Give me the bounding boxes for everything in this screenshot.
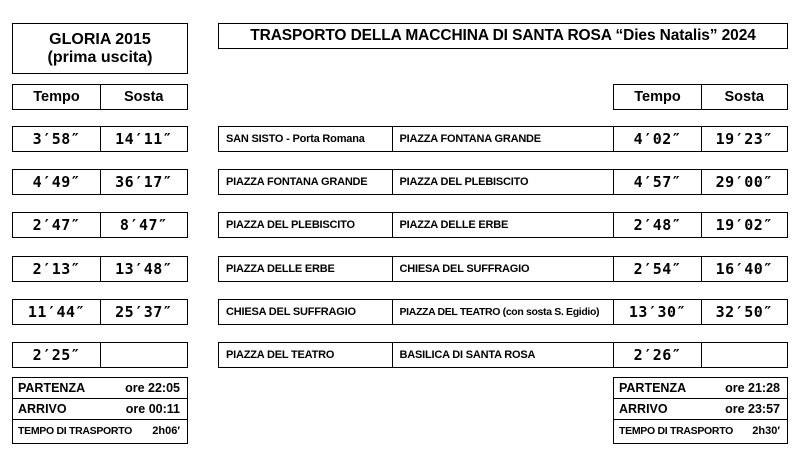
left-partenza-row: [13, 378, 187, 399]
route-from-cell: PIAZZA DEL PLEBISCITO: [218, 212, 393, 238]
left-sosta-cell: 25′37″: [100, 299, 189, 325]
left-header-sosta: Sosta: [100, 84, 189, 110]
dies-natalis-title-text: TRASPORTO DELLA MACCHINA DI SANTA ROSA “Dies Natalis” 2024: [250, 27, 756, 44]
partenza-value: ore 22:05: [125, 381, 180, 395]
left-tempo-trasporto-row: [13, 420, 187, 441]
right-tempo-cell: 2′54″: [613, 256, 702, 282]
right-header-tempo: Tempo: [613, 84, 702, 110]
tempo-trasporto-value: 2h30′: [752, 424, 780, 437]
right-header-sosta: Sosta: [701, 84, 789, 110]
left-sosta-cell: 8′47″: [100, 212, 189, 238]
route-to-cell: BASILICA DI SANTA ROSA: [392, 342, 615, 368]
route-to-cell: PIAZZA DEL PLEBISCITO: [392, 169, 615, 195]
partenza-label: PARTENZA: [18, 381, 86, 395]
left-tempo-cell: 2′25″: [12, 342, 101, 368]
left-tempo-cell: 11′44″: [12, 299, 101, 325]
right-sosta-cell: 19′02″: [701, 212, 789, 238]
route-to-cell: PIAZZA DELLE ERBE: [392, 212, 615, 238]
left-arrivo-row: [13, 399, 187, 420]
route-from-cell: SAN SISTO - Porta Romana: [218, 126, 393, 152]
right-tempo-cell: 13′30″: [613, 299, 702, 325]
right-arrivo-row: [614, 399, 787, 420]
left-header-tempo: Tempo: [12, 84, 101, 110]
right-tempo-trasporto-row: [614, 420, 787, 441]
right-sosta-cell: 16′40″: [701, 256, 789, 282]
left-sosta-cell: [100, 342, 189, 368]
left-tempo-cell: 2′13″: [12, 256, 101, 282]
partenza-label: PARTENZA: [619, 381, 687, 395]
tempo-trasporto-label: TEMPO DI TRASPORTO: [18, 424, 132, 437]
arrivo-label: ARRIVO: [18, 402, 67, 416]
arrivo-label: ARRIVO: [619, 402, 668, 416]
left-sosta-cell: 14′11″: [100, 126, 189, 152]
gloria-2015-title: [12, 23, 188, 74]
route-to-cell: PIAZZA FONTANA GRANDE: [392, 126, 615, 152]
left-tempo-cell: 4′49″: [12, 169, 101, 195]
tempo-trasporto-label: TEMPO DI TRASPORTO: [619, 424, 733, 437]
right-tempo-cell: 4′02″: [613, 126, 702, 152]
right-partenza-row: [614, 378, 787, 399]
right-sosta-cell: 19′23″: [701, 126, 789, 152]
left-tempo-cell: 3′58″: [12, 126, 101, 152]
arrivo-value: ore 23:57: [725, 402, 780, 416]
right-sosta-cell: [701, 342, 789, 368]
dies-natalis-title: [218, 23, 788, 49]
route-from-cell: PIAZZA DEL TEATRO: [218, 342, 393, 368]
right-sosta-cell: 32′50″: [701, 299, 789, 325]
arrivo-value: ore 00:11: [125, 402, 180, 416]
right-summary-box: [613, 377, 788, 444]
left-sosta-cell: 13′48″: [100, 256, 189, 282]
right-tempo-cell: 2′48″: [613, 212, 702, 238]
partenza-value: ore 21:28: [725, 381, 780, 395]
right-tempo-cell: 4′57″: [613, 169, 702, 195]
right-sosta-cell: 29′00″: [701, 169, 789, 195]
gloria-title-line2: (prima uscita): [47, 48, 153, 66]
route-from-cell: CHIESA DEL SUFFRAGIO: [218, 299, 393, 325]
route-to-cell: PIAZZA DEL TEATRO (con sosta S. Egidio): [392, 299, 615, 325]
right-tempo-cell: 2′26″: [613, 342, 702, 368]
left-tempo-cell: 2′47″: [12, 212, 101, 238]
route-from-cell: PIAZZA FONTANA GRANDE: [218, 169, 393, 195]
route-from-cell: PIAZZA DELLE ERBE: [218, 256, 393, 282]
route-to-cell: CHIESA DEL SUFFRAGIO: [392, 256, 615, 282]
left-summary-box: [12, 377, 188, 444]
left-sosta-cell: 36′17″: [100, 169, 189, 195]
gloria-title-line1: GLORIA 2015: [49, 30, 151, 48]
tempo-trasporto-value: 2h06′: [152, 424, 180, 437]
